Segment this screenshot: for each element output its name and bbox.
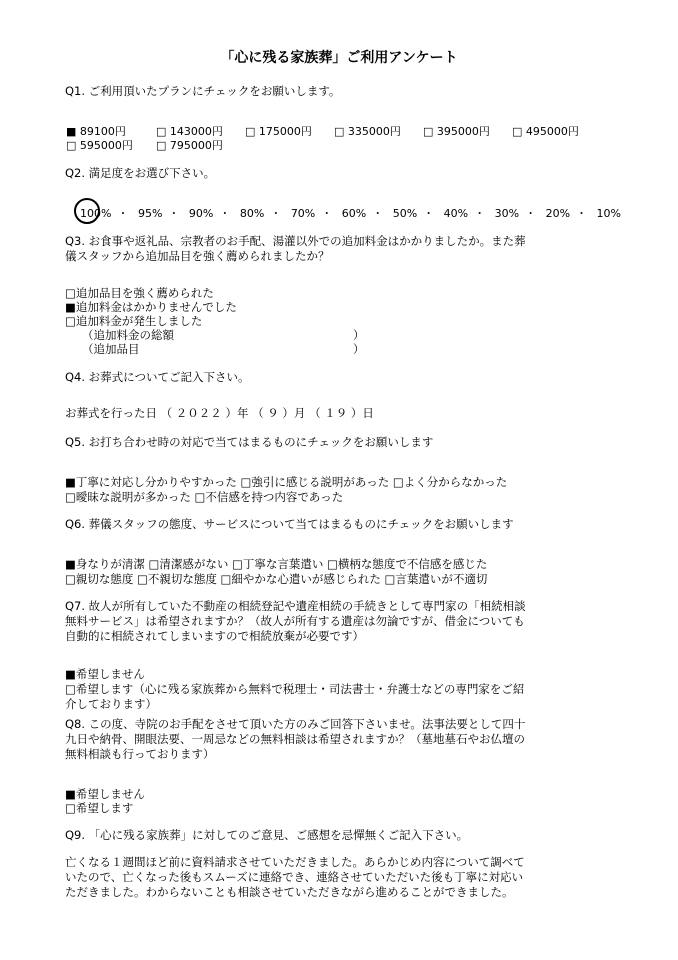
q1-question: Q1. ご利用頂いたプランにチェックをお願いします。 bbox=[65, 84, 341, 98]
q7-question-line3: 自動的に相続されてしまいますので相続放棄が必要です） bbox=[65, 629, 364, 643]
satisfaction-option[interactable]: 20% bbox=[545, 207, 571, 220]
satisfaction-option[interactable]: 60% bbox=[341, 207, 367, 220]
q2-question: Q2. 満足度をお選び下さい。 bbox=[65, 166, 216, 180]
q9-answer-line1: 亡くなる１週間ほど前に資料請求させていただきました。あらかじめ内容について調べて bbox=[65, 855, 525, 869]
q8-question-line2: 九日や納骨、開眼法要、一周忌などの無料相談は希望されますか？（墓地墓石やお仏壇の bbox=[65, 732, 525, 746]
q1-option[interactable]: □ 395000円 bbox=[423, 125, 490, 138]
q3-option[interactable]: □追加品目を強く薦められた bbox=[65, 286, 214, 300]
q9-answer-line2: いたので、亡くなった後もスムーズに連絡でき、連絡させていただいた後も丁寧に対応い bbox=[65, 870, 524, 884]
q7-option[interactable]: □希望します（心に残る家族葬から無料で税理士・司法書士・弁護士などの専門家をご紹 bbox=[65, 682, 525, 696]
satisfaction-option[interactable]: 10% bbox=[596, 207, 621, 220]
satisfaction-scale[interactable]: 100% ・ 95% ・ 90% ・ 80% ・ 70% ・ 60% ・ 50% ・ 40% ・ 30% ・ 20% ・ 10% bbox=[80, 207, 621, 220]
q3-option[interactable]: □追加料金が発生しました bbox=[65, 314, 203, 328]
q7-option[interactable]: ■希望しません bbox=[65, 667, 145, 681]
q3-option[interactable]: ■追加料金はかかりませんでした bbox=[65, 300, 237, 314]
q1-option[interactable]: ■ 89100円 bbox=[66, 125, 126, 138]
satisfaction-option[interactable]: 80% bbox=[239, 207, 265, 220]
satisfaction-option[interactable]: 40% bbox=[443, 207, 469, 220]
q4-funeral-date: お葬式を行った日 （ ２０２２ ）年 （ ９ ）月 （ １９ ）日 bbox=[65, 406, 374, 420]
q7-option-cont: 介しております） bbox=[65, 697, 157, 711]
satisfaction-option[interactable]: 100% bbox=[80, 207, 112, 220]
q5-options-line1[interactable]: ■丁寧に対応し分かりやすかった □強引に感じる説明があった □よく分からなかった bbox=[65, 475, 508, 489]
satisfaction-option[interactable]: 70% bbox=[290, 207, 316, 220]
q3-additional-items: （追加品目 bbox=[82, 342, 140, 356]
q1-option[interactable]: □ 335000円 bbox=[334, 125, 401, 138]
q6-options-line1[interactable]: ■身なりが清潔 □清潔感がない □丁寧な言葉遣い □横柄な態度で不信感を感じた bbox=[65, 557, 488, 571]
satisfaction-option[interactable]: 95% bbox=[137, 207, 163, 220]
q7-question-line2: 無料サービス」は希望されますか？（故人が所有する遺産は勿論ですが、借金についても bbox=[65, 614, 525, 628]
satisfaction-option[interactable]: 30% bbox=[494, 207, 520, 220]
q3-paren-close: ） bbox=[353, 342, 365, 356]
q9-question: Q9. 「心に残る家族葬」に対してのご意見、ご感想を忌憚無くご記入下さい。 bbox=[65, 828, 469, 842]
q4-question: Q4. お葬式についてご記入下さい。 bbox=[65, 370, 250, 384]
satisfaction-option[interactable]: 90% bbox=[188, 207, 214, 220]
q1-option[interactable]: □ 595000円 bbox=[66, 139, 133, 152]
q3-paren-close: ） bbox=[353, 328, 365, 342]
q5-question: Q5. お打ち合わせ時の対応で当てはまるものにチェックをお願いします bbox=[65, 435, 434, 449]
q5-options-line2[interactable]: □曖昧な説明が多かった □不信感を持つ内容であった bbox=[65, 490, 344, 504]
q3-question-line1: Q3. お食事や返礼品、宗教者のお手配、湯灌以外での追加料金はかかりましたか。また葬 bbox=[65, 234, 526, 248]
q1-option[interactable]: □ 495000円 bbox=[512, 125, 579, 138]
q6-options-line2[interactable]: □親切な態度 □不親切な態度 □細やかな心遣いが感じられた □言葉遣いが不適切 bbox=[65, 572, 488, 586]
q8-option[interactable]: ■希望しません bbox=[65, 787, 145, 801]
q8-option[interactable]: □希望します bbox=[65, 801, 134, 815]
q1-option[interactable]: □ 795000円 bbox=[156, 139, 223, 152]
q8-question-line3: 無料相談も行っております） bbox=[65, 747, 215, 761]
q7-question-line1: Q7. 故人が所有していた不動産の相続登記や遺産相続の手続きとして専門家の「相続相談 bbox=[65, 599, 526, 613]
survey-title: 「心に残る家族葬」ご利用アンケート bbox=[220, 50, 458, 66]
q9-answer-line3: ただきました。わからないことも相談させていただきながら進めることができました。 bbox=[65, 885, 514, 899]
satisfaction-option[interactable]: 50% bbox=[392, 207, 418, 220]
q6-question: Q6. 葬儀スタッフの態度、サービスについて当てはまるものにチェックをお願いします bbox=[65, 517, 514, 531]
q1-option[interactable]: □ 143000円 bbox=[156, 125, 223, 138]
q3-additional-total: （追加料金の総額 bbox=[82, 328, 174, 342]
q1-option[interactable]: □ 175000円 bbox=[245, 125, 312, 138]
q8-question-line1: Q8. この度、寺院のお手配をさせて頂いた方のみご回答下さいませ。法事法要として四十 bbox=[65, 717, 526, 731]
q3-question-line2: 儀スタッフから追加品目を強く薦められましたか？ bbox=[65, 249, 330, 263]
